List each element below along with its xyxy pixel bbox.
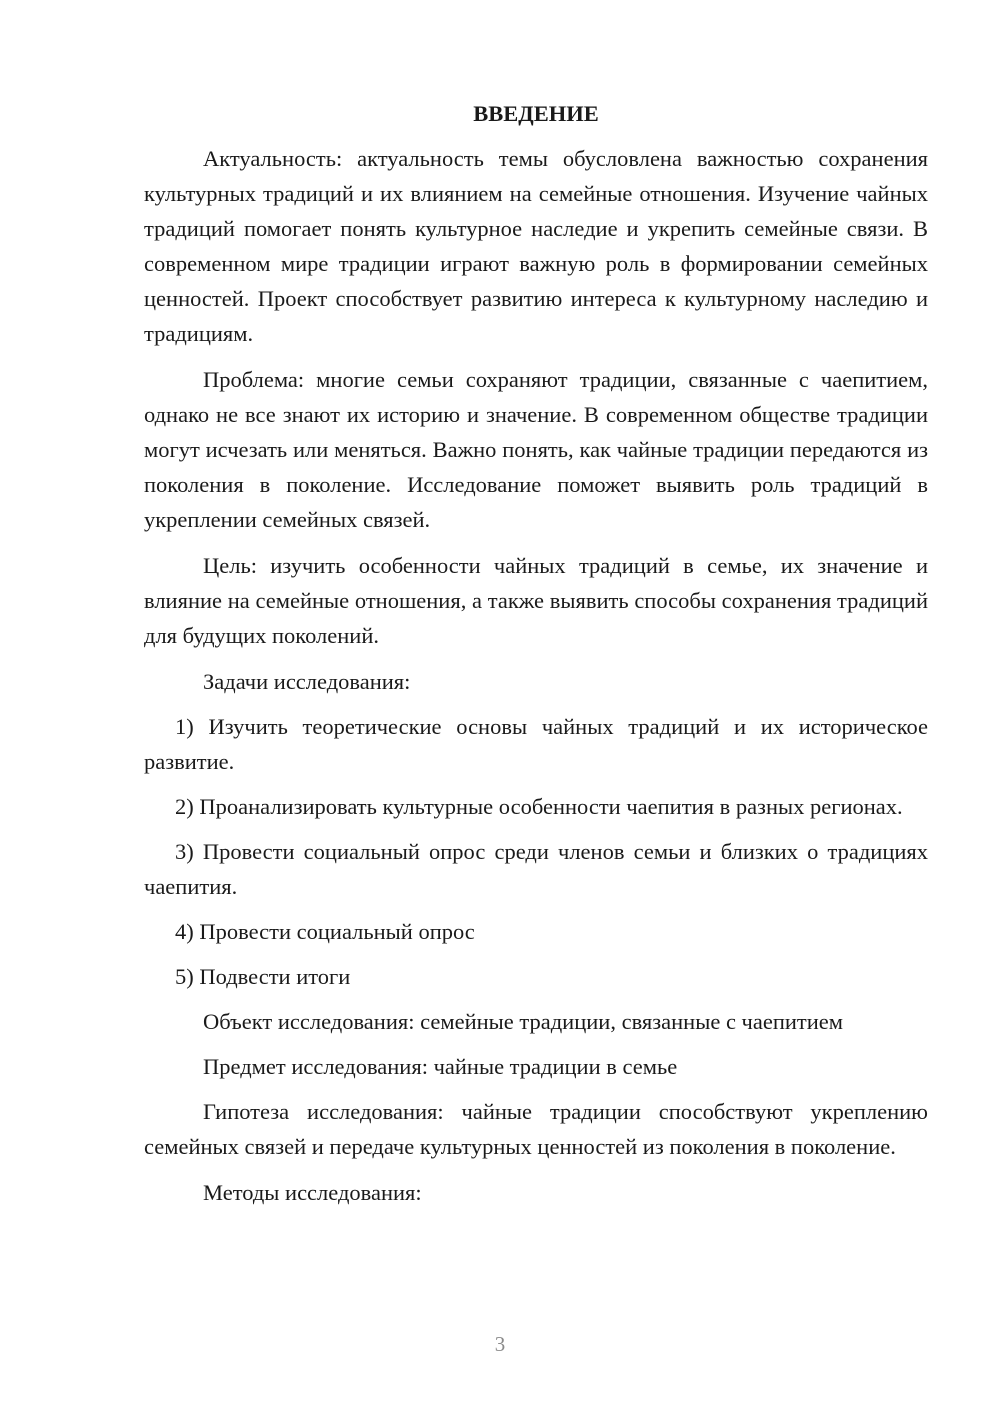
task-item-4: 4) Провести социальный опрос (175, 919, 475, 944)
page-content (144, 96, 928, 1220)
methods-heading: Методы исследования: (203, 1180, 422, 1205)
problem-paragraph: Проблема: многие семьи сохраняют традиции, связанные с чаепитием, однако не все знают их историю и значение. В современном обществе традиции могут исчезать или меняться. Важно понять, как чайные традиции передаются из поколения в поколение. Исследование поможет выявить роль традиций в укреплении семейных связей. (144, 367, 928, 532)
relevance-paragraph: Актуальность: актуальность темы обусловлена важностью сохранения культурных традиций и их влиянием на семейные отношения. Изучение чайных традиций помогает понять культурное наследие и укрепить семейные связи. В современном мире традиции играют важную роль в формировании семейных ценностей. Проект способствует развитию интереса к культурному наследию и традициям. (144, 146, 928, 346)
task-item-3: 3) Провести социальный опрос среди членов семьи и близких о традициях чаепития. (144, 839, 928, 899)
task-item-1: 1) Изучить теоретические основы чайных традиций и их историческое развитие. (144, 714, 928, 774)
tasks-heading: Задачи исследования: (203, 669, 411, 694)
task-item-5: 5) Подвести итоги (175, 964, 351, 989)
task-item-2: 2) Проанализировать культурные особенности чаепития в разных регионах. (175, 794, 903, 819)
page-number: 3 (494, 1332, 506, 1356)
page-title: ВВЕДЕНИЕ (473, 101, 599, 126)
research-object: Объект исследования: семейные традиции, связанные с чаепитием (203, 1009, 844, 1034)
research-hypothesis: Гипотеза исследования: чайные традиции способствуют укреплению семейных связей и передаче культурных ценностей из поколения в поколение. (144, 1099, 928, 1159)
goal-paragraph: Цель: изучить особенности чайных традиций в семье, их значение и влияние на семейные отношения, а также выявить способы сохранения традиций для будущих поколений. (144, 553, 928, 648)
research-subject: Предмет исследования: чайные традиции в семье (203, 1054, 678, 1079)
